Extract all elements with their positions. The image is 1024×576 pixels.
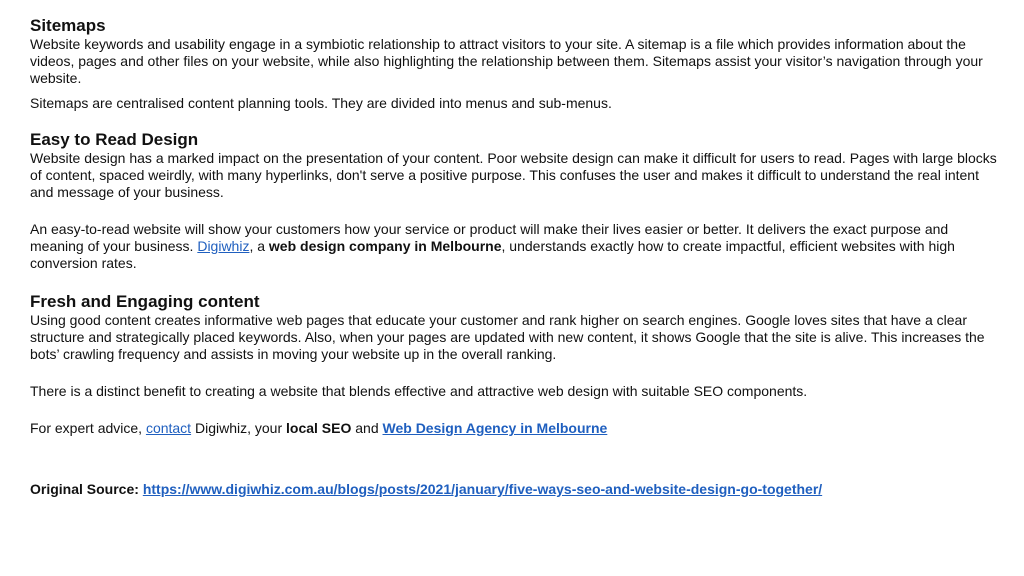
document-page xyxy=(30,16,1005,498)
web-design-company-bold: web design company in Melbourne xyxy=(268,238,502,254)
local-seo-bold: local SEO xyxy=(286,420,352,436)
fresh-content-paragraph-1: Using good content creates informative web pages that educate your customer and rank higher on search engines. Google loves sites that have a clear structure and strategically placed keywords. Also, when your pages are updated with new content, it shows Google that the site is alive. This increases the bots’ crawling frequency and assists in moving your website up in the overall ranking. xyxy=(30,312,985,362)
fresh-content-paragraph-2: There is a distinct benefit to creating a website that blends effective and attractive web design with suitable SEO components. xyxy=(30,383,808,399)
heading-easy-to-read-design: Easy to Read Design xyxy=(30,130,199,149)
contact-link[interactable]: contact xyxy=(145,420,192,436)
section-sitemaps xyxy=(30,16,1005,112)
digiwhiz-your-text: Digiwhiz, your xyxy=(191,420,286,436)
heading-sitemaps: Sitemaps xyxy=(30,16,106,35)
easy-design-paragraph-1: Website design has a marked impact on the presentation of your content. Poor website design can make it difficult for users to read. Pages with large blocks of content, spaced weirdly, with many hyperlinks, don't serve a positive purpose. This confuses the user and makes it difficult to understand the real intent and message of your business. xyxy=(30,150,997,200)
easy-design-text-start: An easy-to-read website will show your customers how your service or product will make their lives easier or better. It delivers the exact purpose and meaning of your business. xyxy=(30,221,949,254)
easy-design-paragraph-2 xyxy=(30,221,1005,272)
section-easy-to-read-design xyxy=(30,130,1005,272)
and-text: and xyxy=(351,420,383,436)
sitemaps-paragraph-1: Website keywords and usability engage in a symbiotic relationship to attract visitors to your site. A sitemap is a file which provides information about the videos, pages and other files on your website, while also highlighting the relationship between them. Sitemaps assist your visitor’s navigation through your website. xyxy=(30,36,983,86)
original-source-link[interactable]: https://www.digiwhiz.com.au/blogs/posts/2021/january/five-ways-seo-and-website-design-go-together/ xyxy=(142,481,823,497)
sitemaps-paragraph-2: Sitemaps are centralised content planning tools. They are divided into menus and sub-menus. xyxy=(30,95,612,111)
digiwhiz-link[interactable]: Digiwhiz xyxy=(197,238,250,254)
section-fresh-engaging-content xyxy=(30,292,1005,437)
easy-design-text-end: , understands exactly how to create impactful, efficient websites with high conversion rates. xyxy=(30,238,955,271)
web-design-agency-link[interactable]: Web Design Agency in Melbourne xyxy=(382,420,608,436)
heading-fresh-engaging-content: Fresh and Engaging content xyxy=(30,292,260,311)
original-source-line xyxy=(30,481,1005,498)
easy-design-text-mid: , a xyxy=(249,238,269,254)
section-original-source xyxy=(30,481,1005,498)
original-source-label: Original Source: xyxy=(30,481,143,497)
fresh-content-paragraph-3 xyxy=(30,420,1005,437)
expert-advice-text: For expert advice, xyxy=(30,420,146,436)
